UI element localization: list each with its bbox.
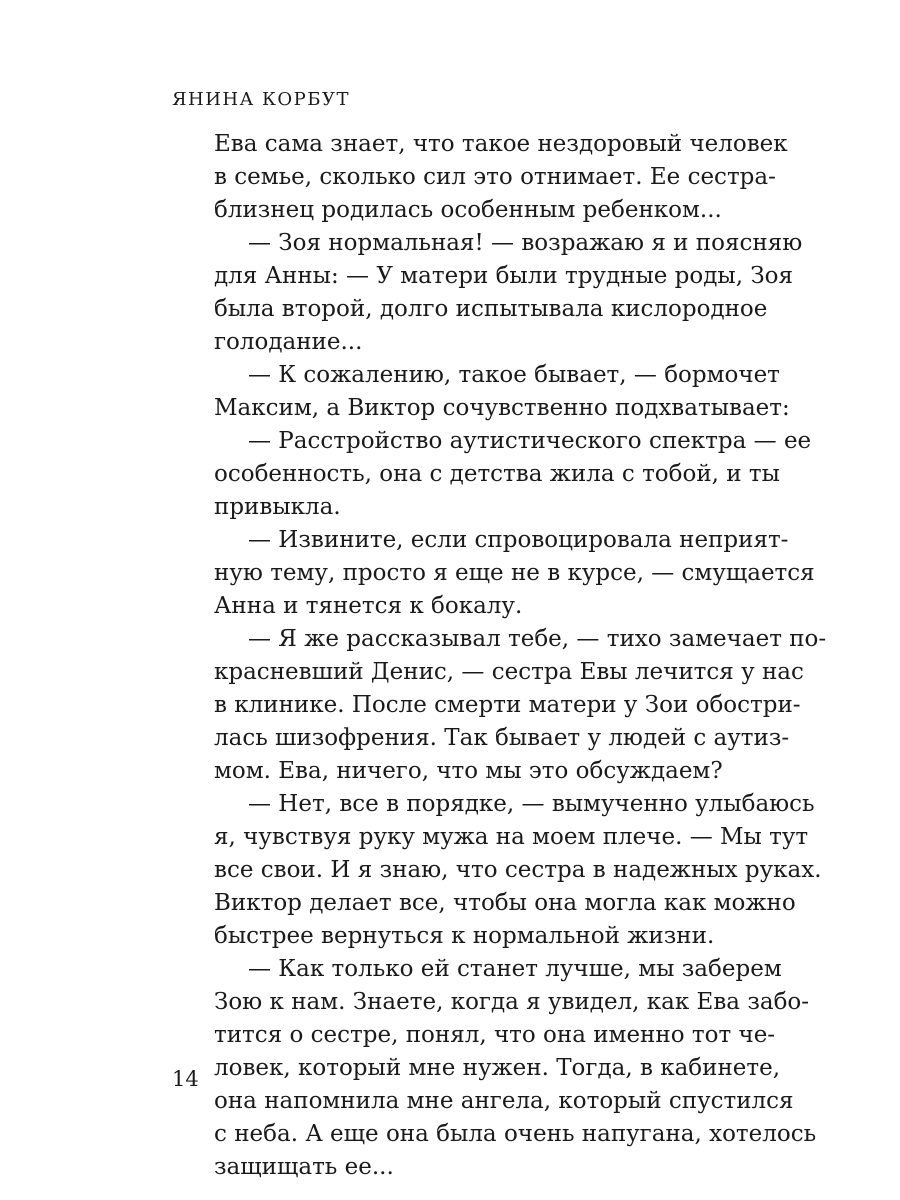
text-line: голодание... xyxy=(214,329,363,355)
text-line: Анна и тянется к бокалу. xyxy=(214,593,523,619)
text-line: — Расстройство аутистического спектра — ее xyxy=(248,428,812,454)
text-line: ловек, который мне нужен. Тогда, в кабинете, xyxy=(214,1055,781,1081)
text-line: ную тему, просто я еще не в курсе, — смущается xyxy=(214,560,815,586)
text-line: — К сожалению, такое бывает, — бормочет xyxy=(248,362,780,388)
body-text xyxy=(214,128,827,1184)
text-line: в клинике. После смерти матери у Зои обостри- xyxy=(214,692,801,718)
text-line: была второй, долго испытывала кислородное xyxy=(214,296,768,322)
text-line: красневший Денис, — сестра Евы лечится у нас xyxy=(214,659,804,685)
text-line: Виктор делает все, чтобы она могла как можно xyxy=(214,890,796,916)
text-line: — Как только ей станет лучше, мы заберем xyxy=(248,956,782,982)
text-line: — Извините, если спровоцировала неприят- xyxy=(248,527,789,553)
text-line: для Анны: — У матери были трудные роды, Зоя xyxy=(214,263,794,289)
text-line: близнец родилась особенным ребенком... xyxy=(214,197,722,223)
text-line: Зою к нам. Знаете, когда я увидел, как Ева забо- xyxy=(214,989,810,1015)
text-line: защищать ее... xyxy=(214,1154,394,1180)
text-line: мом. Ева, ничего, что мы это обсуждаем? xyxy=(214,758,723,784)
text-line: привыкла. xyxy=(214,494,341,520)
text-line: с неба. А еще она была очень напугана, хотелось xyxy=(214,1121,817,1147)
text-line: в семье, сколько сил это отнимает. Ее сестра- xyxy=(214,164,776,190)
text-line: — Зоя нормальная! — возражаю я и поясняю xyxy=(248,230,803,256)
text-line: — Нет, все в порядке, — вымученно улыбаюсь xyxy=(248,791,815,817)
text-line: тится о сестре, понял, что она именно тот че- xyxy=(214,1022,776,1048)
text-line: особенность, она с детства жила с тобой, и ты xyxy=(214,461,780,487)
text-line: все свои. И я знаю, что сестра в надежных руках. xyxy=(214,857,822,883)
text-line: Ева сама знает, что такое нездоровый человек xyxy=(214,131,788,157)
text-line: она напомнила мне ангела, который спустился xyxy=(214,1088,794,1114)
text-line: быстрее вернуться к нормальной жизни. xyxy=(214,923,715,949)
text-line: я, чувствуя руку мужа на моем плече. — Мы тут xyxy=(214,824,809,850)
page-number: 14 xyxy=(172,1067,199,1091)
running-head-author: ЯНИНА КОРБУТ xyxy=(172,89,351,110)
text-line: лась шизофрения. Так бывает у людей с аутиз- xyxy=(214,725,790,751)
text-line: Максим, а Виктор сочувственно подхватывает: xyxy=(214,395,790,421)
text-line: — Я же рассказывал тебе, — тихо замечает по- xyxy=(248,626,827,652)
